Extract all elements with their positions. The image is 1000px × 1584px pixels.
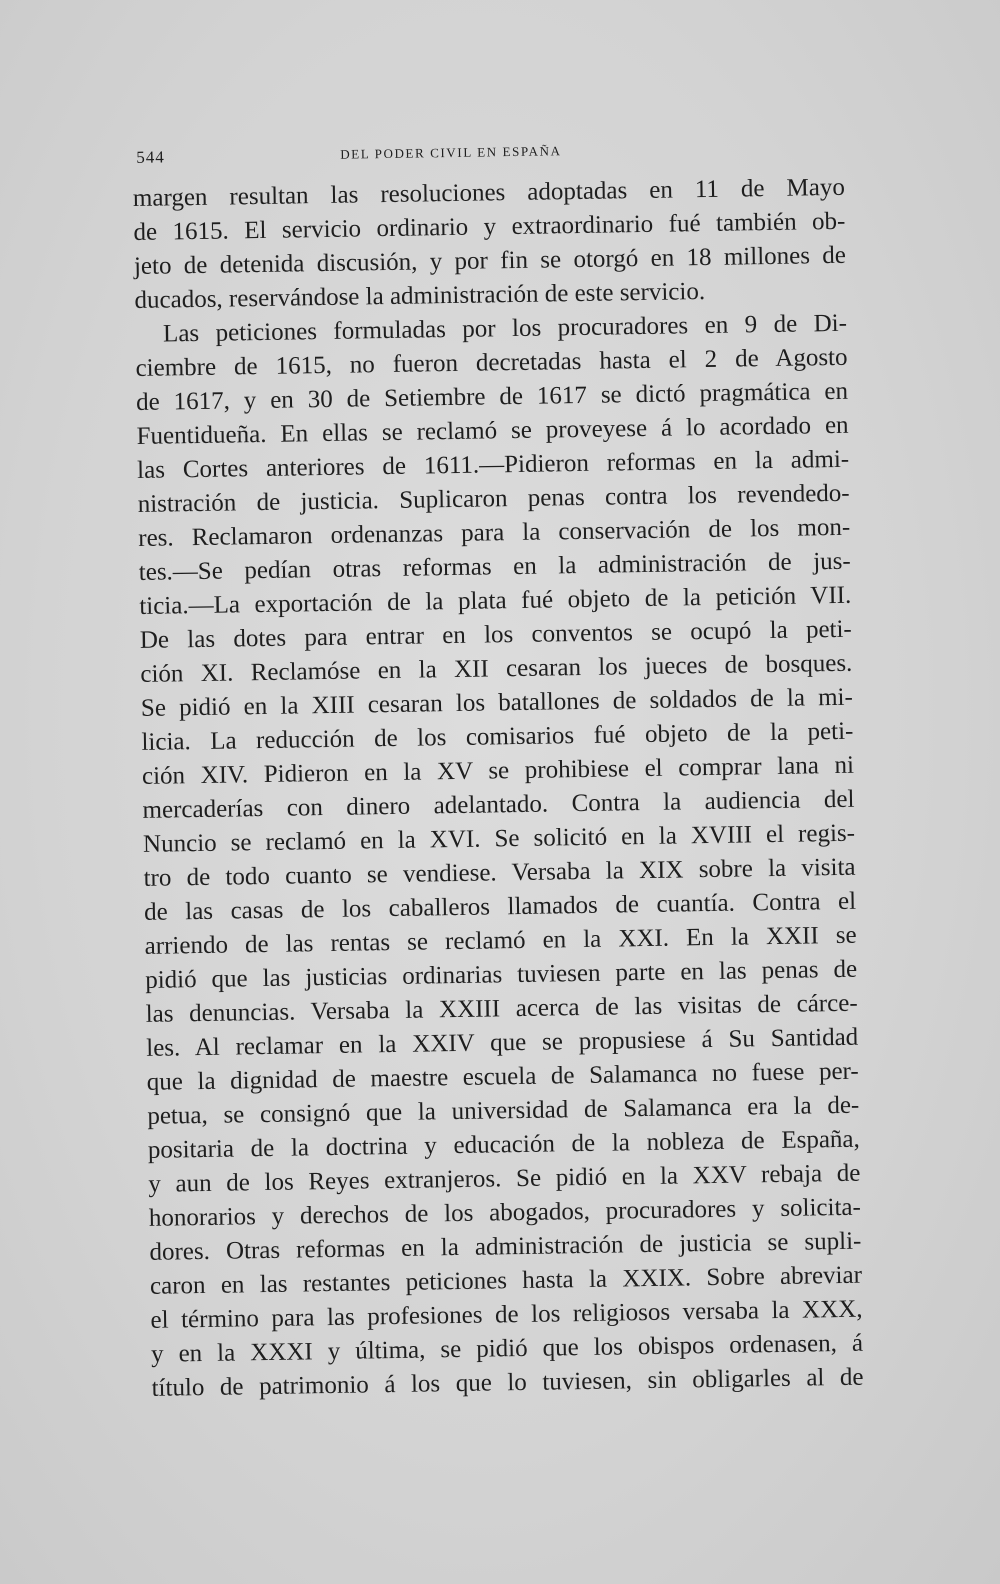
text-line: margen resultan las resoluciones adoptadas en 11 de Mayo [132, 173, 846, 212]
text-line: que la dignidad de maestre escuela de Salamanca no fuese per- [146, 1057, 859, 1096]
text-line: el término para las profesiones de los religiosos versaba la XXX, [150, 1295, 863, 1334]
page-number: 544 [136, 147, 165, 167]
text-line: mercaderías con dinero adelantado. Contra la audiencia del [142, 785, 855, 824]
text-line: caron en las restantes peticiones hasta la XXIX. Sobre abreviar [149, 1261, 863, 1300]
text-line: y en la XXXI y última, se pidió que los obispos ordenasen, á [150, 1329, 864, 1368]
text-block [132, 129, 864, 1406]
text-line: les. Al reclamar en la XXIV que se propusiese á Su Santidad [146, 1023, 859, 1062]
text-line: arriendo de las rentas se reclamó en la XXI. En la XXII se [144, 921, 857, 960]
text-line: ciembre de 1615, no fueron decretadas hasta el 2 de Agosto [135, 343, 848, 382]
text-line: ción XI. Reclamóse en la XII cesaran los jueces de bosques. [140, 649, 853, 688]
text-line: ción XIV. Pidieron en la XV se prohibiese el comprar lana ni [141, 751, 855, 790]
text-line: positaria de la doctrina y educación de la nobleza de España, [147, 1125, 860, 1164]
text-line: jeto de detenida discusión, y por fin se otorgó en 18 millones de [133, 241, 847, 280]
text-line: tro de todo cuanto se vendiese. Versaba la XIX sobre la visita [143, 853, 856, 892]
body-text [133, 171, 864, 1406]
running-head: DEL PODER CIVIL EN ESPAÑA [340, 143, 562, 162]
text-line: pidió que las justicias ordinarias tuviesen parte en las penas de [144, 955, 858, 994]
text-line: Se pidió en la XIII cesaran los batallones de soldados de la mi- [140, 683, 854, 722]
text-line: petua, se consignó que la universidad de Salamanca era la de- [147, 1091, 860, 1130]
text-line: De las dotes para entrar en los conventos se ocupó la peti- [139, 615, 852, 654]
text-line: las Cortes anteriores de 1611.—Pidieron reformas en la admi- [136, 445, 850, 484]
text-line: res. Reclamaron ordenanzas para la conservación de los mon- [138, 513, 851, 552]
text-line: de 1615. El servicio ordinario y extraordinario fué también ob- [133, 207, 846, 246]
text-line: las denuncias. Versaba la XXIII acerca de las visitas de cárce- [145, 989, 858, 1028]
text-line: Fuentidueña. En ellas se reclamó se proveyese á lo acordado en [136, 411, 849, 450]
text-line: tes.—Se pedían otras reformas en la administración de jus- [138, 547, 851, 586]
text-line: ticia.—La exportación de la plata fué objeto de la petición VII. [139, 581, 852, 620]
text-line: ducados, reservándose la administración de este servicio. [134, 278, 706, 314]
text-line: Las peticiones formuladas por los procuradores en 9 de Di- [162, 309, 848, 348]
text-line: y aun de los Reyes extranjeros. Se pidió en la XXV rebaja de [148, 1159, 861, 1198]
text-line: título de patrimonio á los que lo tuviesen, sin obligarles al de [151, 1363, 864, 1402]
text-line: licia. La reducción de los comisarios fué objeto de la peti- [141, 717, 854, 756]
text-line: de 1617, y en 30 de Setiembre de 1617 se dictó pragmática en [135, 377, 849, 416]
text-line: Nuncio se reclamó en la XVI. Se solicitó en la XVIII el regis- [142, 819, 856, 858]
text-line: de las casas de los caballeros llamados de cuantía. Contra el [143, 887, 857, 926]
text-line: dores. Otras reformas en la administración de justicia se supli- [149, 1227, 862, 1266]
text-line: honorarios y derechos de los abogados, procuradores y solicita- [148, 1193, 862, 1232]
text-line: nistración de justicia. Suplicaron penas contra los revendedo- [137, 479, 850, 518]
